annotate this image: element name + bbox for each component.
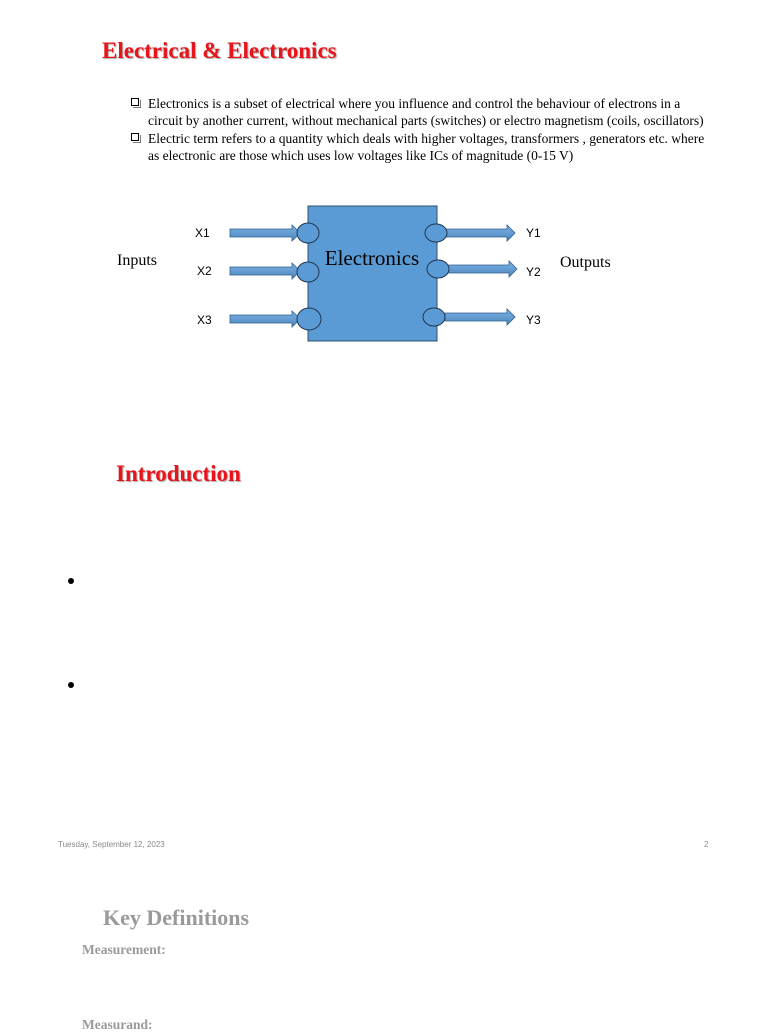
section-title: Introduction: [116, 461, 241, 486]
bullet-dot-icon: [68, 682, 74, 688]
box-label: Electronics: [324, 246, 420, 270]
bullet-list: [130, 95, 715, 165]
outputs-label: Outputs: [560, 254, 611, 271]
output-port: [423, 308, 445, 326]
output-arrow-icon: [445, 309, 515, 325]
input-label: X1: [195, 226, 210, 240]
output-arrow-icon: [445, 225, 515, 241]
output-y1: [425, 224, 541, 242]
bullet-text: Electronics is a subset of electrical where you influence and control the behaviour of electrons in a circuit by another current, without mechanical parts (switches) or electro magnetism (coils, oscillators): [148, 96, 704, 128]
slide2-title: Key Definitions: [103, 905, 250, 930]
output-y2: [427, 260, 541, 279]
input-port: [297, 262, 319, 282]
output-port: [427, 260, 449, 278]
input-port: [297, 223, 319, 243]
input-arrow-icon: [230, 263, 300, 279]
input-arrow-icon: [230, 225, 300, 241]
input-x2: [197, 262, 319, 282]
bullet-text: Electric term refers to a quantity which deals with higher voltages, transformers , generators etc. where as electronic are those which uses low voltages like ICs of magnitude (0-15 V): [148, 131, 705, 163]
output-label: Y1: [526, 226, 541, 240]
checkbox-bullet-icon: [131, 98, 139, 106]
definition-term: Measurement:: [82, 942, 166, 957]
bullet-item: [130, 130, 715, 164]
input-arrow-icon: [230, 311, 300, 327]
definition-term: Measurand:: [82, 1017, 153, 1032]
output-y3: [423, 308, 541, 327]
checkbox-bullet-icon: [131, 133, 139, 141]
input-x1: [195, 223, 319, 243]
footer-date: Tuesday, September 12, 2023: [58, 840, 165, 849]
slide-title: Electrical & Electronics: [102, 38, 337, 63]
input-label: X3: [197, 313, 212, 327]
input-port: [297, 308, 321, 330]
input-x3: [197, 308, 321, 330]
output-arrow-icon: [447, 261, 517, 277]
output-label: Y2: [526, 265, 541, 279]
bullet-item: [130, 95, 715, 129]
page-number: 2: [704, 840, 709, 849]
output-port: [425, 224, 447, 242]
input-label: X2: [197, 264, 212, 278]
electronics-box: [308, 206, 437, 341]
output-label: Y3: [526, 313, 541, 327]
inputs-label: Inputs: [117, 252, 157, 269]
block-diagram: [0, 190, 768, 360]
bullet-dot-icon: [68, 578, 74, 584]
